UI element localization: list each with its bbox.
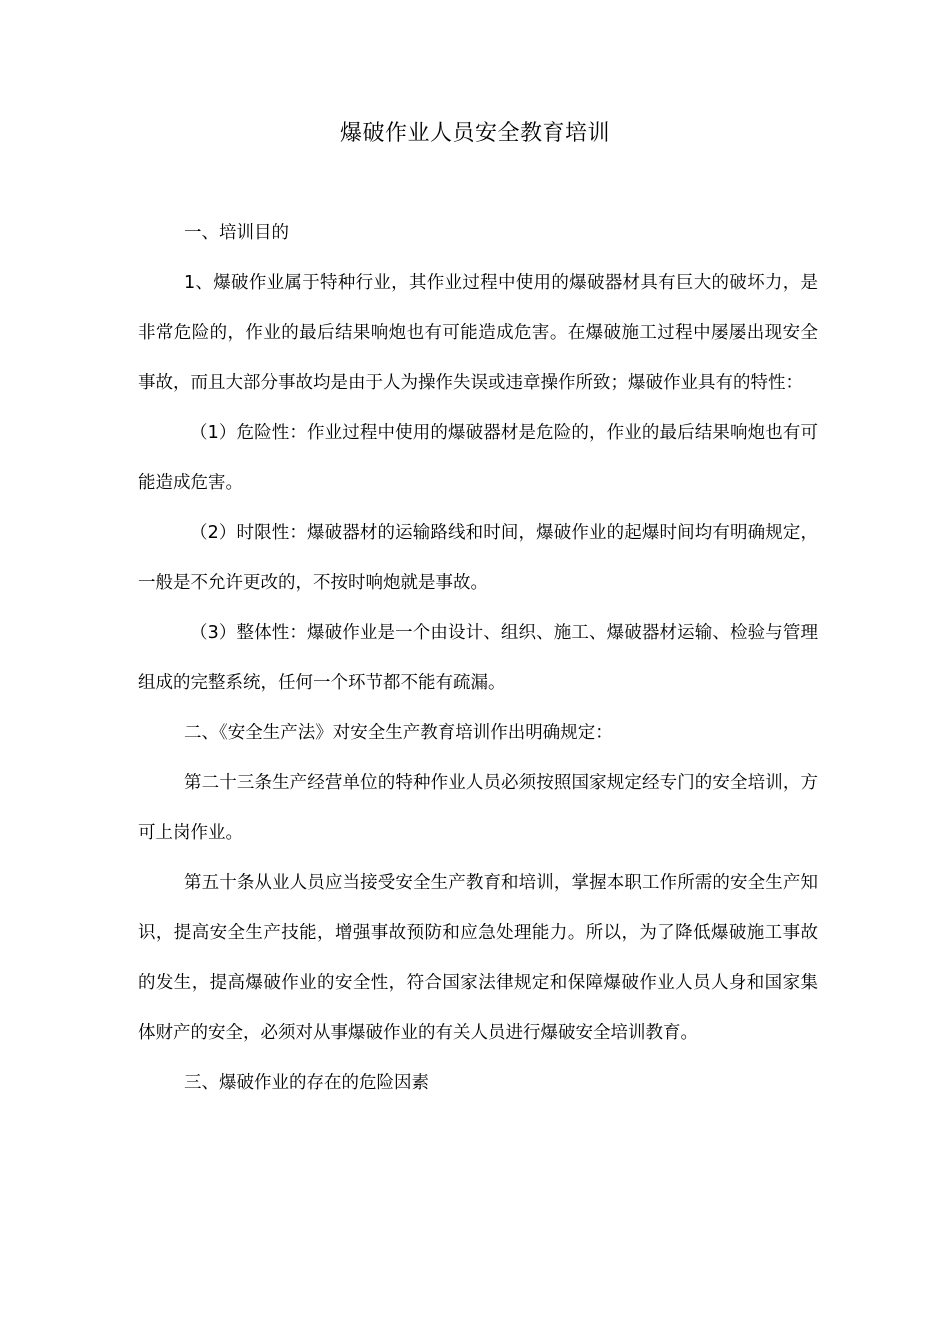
paragraph-article-23: 第二十三条生产经营单位的特种作业人员必须按照国家规定经专门的安全培训，方可上岗作业。 [138,773,818,843]
paragraph-integrity-property: （3）整体性：爆破作业是一个由设计、组织、施工、爆破器材运输、检验与管理组成的完整系统，任何一个环节都不能有疏漏。 [138,623,818,693]
section-heading-risk-factors: 三、爆破作业的存在的危险因素 [184,1073,429,1093]
document-title: 爆破作业人员安全教育培训 [339,121,610,146]
paragraph-blasting-industry: 1、爆破作业属于特种行业，其作业过程中使用的爆破器材具有巨大的破坏力，是非常危险的，作业的最后结果响炮也有可能造成危害。在爆破施工过程中屡屡出现安全事故，而且大部分事故均是由于人为操作失误或违章操作所致；爆破作业具有的特性： [138,273,818,393]
section-heading-training-purpose: 一、培训目的 [184,223,289,243]
document-body [138,208,818,1108]
paragraph-article-50: 第五十条从业人员应当接受安全生产教育和培训，掌握本职工作所需的安全生产知识，提高安全生产技能，增强事故预防和应急处理能力。所以，为了降低爆破施工事故的发生，提高爆破作业的安全性，符合国家法律规定和保障爆破作业人员人身和国家集体财产的安全，必须对从事爆破作业的有关人员进行爆破安全培训教育。 [138,873,818,1043]
paragraph-danger-property: （1）危险性：作业过程中使用的爆破器材是危险的，作业的最后结果响炮也有可能造成危害。 [138,423,818,493]
paragraph-time-limit-property: （2）时限性：爆破器材的运输路线和时间，爆破作业的起爆时间均有明确规定，一般是不允许更改的，不按时响炮就是事故。 [138,523,818,593]
section-heading-safety-law: 二、《安全生产法》对安全生产教育培训作出明确规定： [184,723,613,743]
